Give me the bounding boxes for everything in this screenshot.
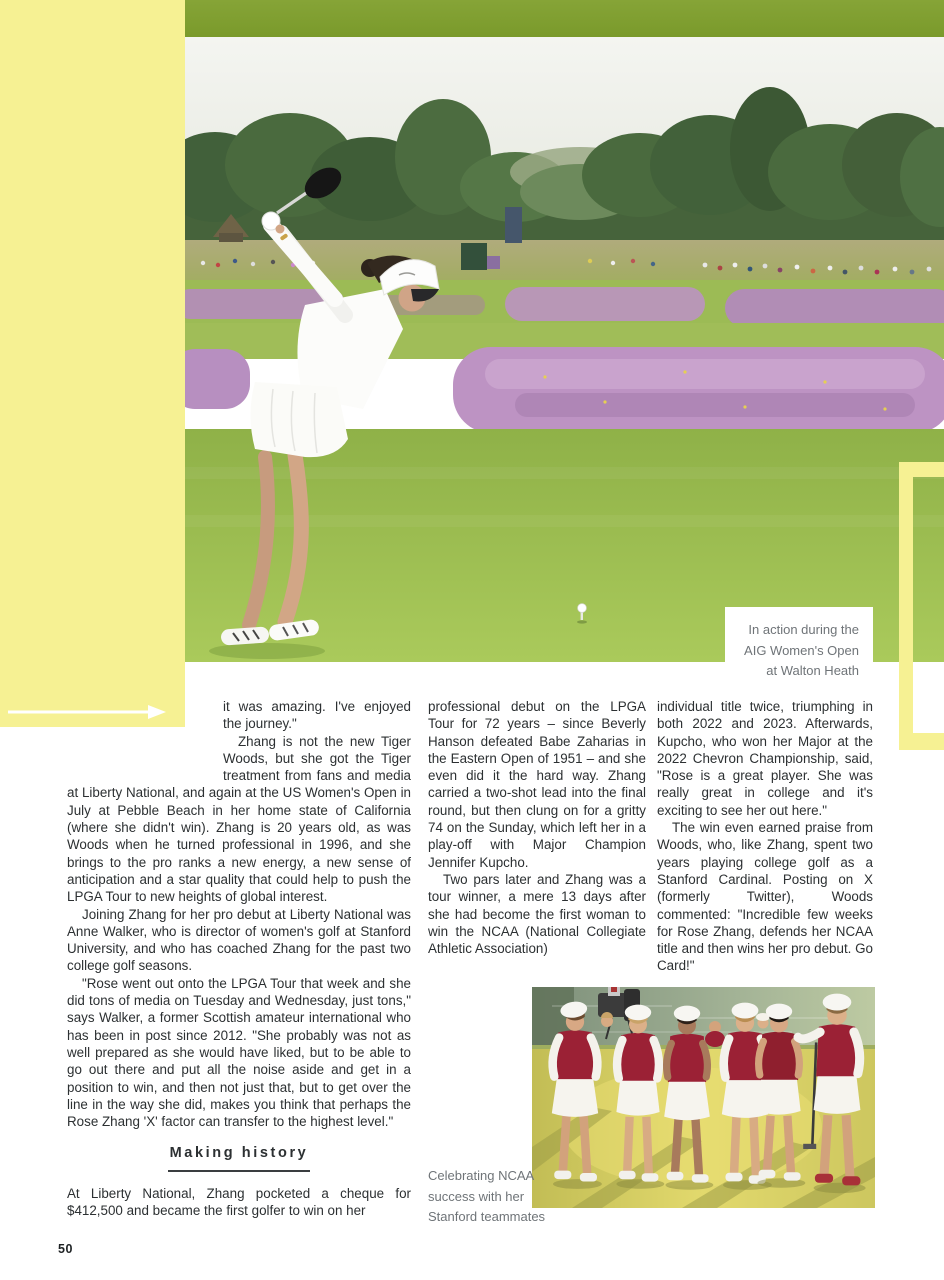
paragraph: Two pars later and Zhang was a tour winner, a mere 13 days after she had become the first woman to win the NCAA (National Collegiate Athletic Association) (428, 871, 646, 957)
hero-photo (185, 37, 944, 662)
team-photo-caption (428, 1166, 588, 1228)
right-bracket-arm-top (913, 462, 944, 477)
hero-photo-illustration (185, 37, 944, 662)
left-accent-band (0, 0, 185, 727)
paragraph: "Rose went out onto the LPGA Tour that week and she did tons of media on Tuesday and Wednesday, just tons," says Walker, a former Scottish amateur international who has been in post since 2012. "She probably was not as well prepared as she would have liked, but to be able to go out there and put all the noise aside and get in a position to win, and then not just that, but to get over the line in the way she did, makes you think that perhaps the Rose Zhang 'X' factor can transfer to the highest level." (67, 975, 411, 1130)
page-number: 50 (58, 1242, 73, 1256)
paragraph: it was amazing. I've enjoyed the journey." (223, 699, 411, 732)
team-caption-line: success with her (428, 1188, 525, 1204)
paragraph: Joining Zhang for her pro debut at Liberty National was Anne Walker, who is director of women's golf at Stanford University, and who has coached Zhang for the past two college golf seasons. (67, 906, 411, 974)
right-bracket-arm-bottom (913, 733, 944, 750)
hero-caption-line: AIG Women's Open (744, 642, 859, 658)
right-bracket-bar (899, 462, 913, 750)
paragraph: individual title twice, triumphing in both 2022 and 2023. Afterwards, Kupcho, who won her Major at the 2022 Chevron Championship, said, "Rose is a great player. She was really great in college and it's exciting to see her out here." (657, 699, 873, 818)
top-olive-strip (185, 0, 944, 37)
paragraph: professional debut on the LPGA Tour for 72 years – since Beverly Hanson defeated Babe Zaharias in the Eastern Open of 1951 – and she even did it the hard way. Zhang carried a two-shot lead into the final round, but then clung on for a gritty 74 on the Sunday, which left her in a play-off with Major Champion Jennifer Kupcho. (428, 699, 646, 870)
band-wrap-spacer (67, 698, 223, 768)
section-heading-text: Making history (168, 1145, 311, 1171)
team-caption-line: Stanford teammates (428, 1209, 546, 1224)
team-caption-line: Celebrating NCAA (428, 1168, 535, 1183)
section-heading (67, 1144, 411, 1171)
paragraph: The win even earned praise from Woods, who, like Zhang, spent two years playing college golf as a Stanford Cardinal. Posting on X (formerly Twitter), Woods commented: "Incredible few weeks for Rose Zhang, defends her NCAA title and then wins her pro debut. Go Card!" (657, 820, 873, 974)
article-column-3 (657, 698, 873, 975)
hero-caption-line: In action during the (748, 622, 859, 637)
paragraph: Zhang is not the new Tiger Woods, but she got the Tiger treatment from fans and media at Liberty National, and again at the US Women's Open in July at Pebble Beach in her home state of California (where she didn't win). Zhang is 20 years old, as was Woods when he turned professional in 1996, and she brings to the pro ranks a new energy, a new sense of anticipation and a star quality that could help to push the LPGA Tour to new heights of global interest. (67, 733, 411, 905)
hero-caption-line: at Walton Heath (766, 663, 859, 678)
article-column-1 (67, 698, 411, 1219)
hero-caption-box (725, 607, 873, 679)
article-column-2 (428, 698, 646, 957)
paragraph: At Liberty National, Zhang pocketed a cheque for $412,500 and became the first golfer to win on her (67, 1185, 411, 1219)
